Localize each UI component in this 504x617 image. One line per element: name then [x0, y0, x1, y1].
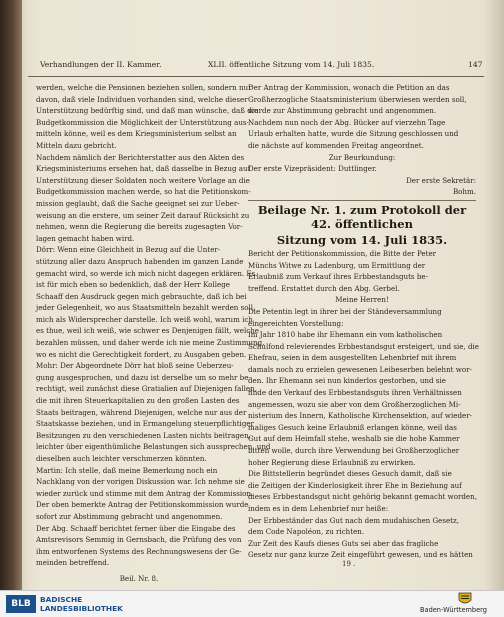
header-rule	[28, 76, 484, 77]
header-center: XLII. öffentliche Sitzung vom 14. Juli 1835.	[208, 60, 375, 69]
text-line: Nachdem nun noch der Abg. Bücker auf vierzehn Tage	[248, 117, 446, 127]
text-line: Der Abg. Schaaff berichtet ferner über die Eingabe des	[36, 523, 236, 533]
text-line: finde den Verkauf des Erbbestandsguts ihren Verhältnissen	[248, 388, 462, 398]
text-line: Großherzogliche Staatsministerium überwiesen werden soll,	[248, 94, 467, 104]
text-line: Budgetkommission machen werde, so hat die Petitionskom-	[36, 187, 251, 197]
text-line: Der Erbbeständer das Gut nach dem mudahischen Gesetz,	[248, 515, 460, 525]
text-line: Amtsrevisors Semmig in Gernsbach, die Prüfung des von	[36, 535, 242, 545]
salutation: Meine Herren!	[335, 295, 389, 305]
text-line: ihm entworfenen Systems des Rechnungswesens der Ge-	[36, 546, 242, 556]
text-line: Die Bittstellerin begründet dieses Gesuch damit, daß sie	[248, 469, 452, 479]
text-line: leichter über eigenthümliche Belastungen sich aussprechen, und	[36, 442, 271, 452]
text-line: wo es nicht die Gerechtigkeit fordert, zu Ausgaben geben.	[36, 349, 247, 359]
text-line: Schulfond relevierendes Erbbestandsgut ersteigert, und sie, die	[248, 341, 479, 351]
text-line: Zur Zeit des Kaufs dieses Guts sei aber das fragliche	[248, 538, 439, 548]
text-line: Staats beitragen, während Diejenigen, welche nur aus der	[36, 407, 247, 417]
text-line: Besitzungen zu den verschiedenen Lasten nichts beitragen,	[36, 430, 251, 440]
baden-wuerttemberg-label: Baden-Württemberg	[420, 606, 487, 614]
header-left: Verhandlungen der II. Kammer.	[40, 60, 162, 69]
text-line: damals noch zu erzielen gewesenen Leibeserben belehnt wor-	[248, 364, 472, 374]
left-column	[36, 82, 271, 585]
running-header	[22, 60, 492, 74]
text-line: ist für mich eben so bedenklich, daß der Herr Kollege	[36, 280, 230, 290]
text-line: mission geglaubt, daß die Sache geeignet sei zur Ueber-	[36, 198, 240, 208]
text-line: Nachdem nämlich der Berichterstatter aus den Akten des	[36, 152, 245, 162]
blb-line-2: LANDESBIBLIOTHEK	[40, 604, 123, 613]
text-line: stützung aller dazu Anspruch habenden im ganzen Lande	[36, 256, 244, 266]
text-line: Kriegsministeriums ersehen hat, daß dasselbe in Bezug auf	[36, 164, 251, 174]
text-line: maliges Gesuch keine Erlaubniß erlangen könne, weil das	[248, 422, 457, 432]
text-line: Der oben bemerkte Antrag der Petitionskommission wurde	[36, 500, 249, 510]
text-line: lagen gemacht haben wird.	[36, 233, 135, 243]
document-page	[22, 0, 492, 590]
header-page-number: 147	[468, 60, 483, 69]
report-heading	[248, 248, 476, 294]
blb-logo[interactable]: BLB	[6, 595, 36, 613]
text-line: Staatskasse beziehen, und in Ermangelung steuerpflichtiger	[36, 419, 254, 429]
text-line: angemessen, wozu sie aber von dem Großherzoglichen Mi-	[248, 399, 461, 409]
book-spine	[0, 0, 22, 590]
text-line: meinden betreffend.	[36, 558, 110, 568]
text-line: Martin: Ich stelle, daß meine Bemerkung noch ein	[36, 465, 218, 475]
attest-line: Zur Beurkundung:	[328, 152, 396, 162]
text-line: Urlaub erhalten hatte, wurde die Sitzung geschlossen und	[248, 129, 459, 139]
text-line: Unterstützung bedürftig sind, und daß man wünsche, daß die	[36, 106, 259, 116]
section-divider	[248, 200, 476, 201]
text-line: bitten wolle, durch ihre Verwendung bei Großherzoglicher	[248, 446, 460, 456]
text-line: gung ausgesprochen, und dazu ist derselbe um so mehr be-	[36, 372, 251, 382]
text-line: mich als Widersprecher darstelle. Ich weiß wohl, warum ich	[36, 314, 253, 324]
text-line: dieselben auch leichter verschmerzen könnten.	[36, 454, 207, 463]
text-line: jeder Gelegenheit, wo aus Staatsmitteln bezahlt werden soll,	[36, 303, 256, 313]
text-line: Erlaubniß zum Verkauf ihres Erbbestandsguts be-	[248, 272, 428, 282]
right-column	[248, 82, 479, 561]
text-line: es thue, weil ich weiß, wie schwer es Denjenigen fällt, welche	[36, 326, 259, 336]
text-line: Im Jahr 1810 habe ihr Ehemann ein vom katholischen	[248, 330, 443, 340]
text-line: Mohr: Der Abgeordnete Dörr hat bloß seine Ueberzeu-	[36, 361, 234, 371]
blb-library-name[interactable]	[40, 595, 123, 613]
text-line: sofort zur Abstimmung gebracht und angenommen.	[36, 511, 223, 521]
text-line: Ehefrau, seien in dem ausgestellten Lehenbrief mit ihrem	[248, 353, 457, 363]
secretary-label: Der erste Sekretär:	[406, 175, 476, 185]
text-line: treffend. Erstattet durch den Abg. Gerbel.	[248, 283, 400, 293]
text-line: Gut auf dem Heimfall stehe, weshalb sie die hohe Kammer	[248, 434, 460, 444]
right-column-top	[248, 82, 476, 152]
text-line: nisterium des Innern, Katholische Kirchensektion, auf wieder-	[248, 411, 472, 421]
viewer-footer	[0, 590, 504, 617]
text-line: Budgetkommission die Möglichkeit der Unterstützung aus-	[36, 117, 249, 127]
text-line: mitteln könne, weil es dem Kriegsministerium selbst an	[36, 129, 237, 139]
left-signature: Beil. Nr. 8.	[119, 573, 159, 583]
text-line: eingereichten Vorstellung:	[248, 318, 344, 328]
text-line: werden, welche die Pensionen beziehen sollen, sondern nur	[36, 83, 252, 92]
text-line: den. Ihr Ehemann sei nun kinderlos gestorben, und sie	[248, 376, 446, 386]
text-line: wieder zurück und stimme mit dem Antrag der Kommission.	[36, 488, 254, 498]
text-line: dieses Erbbestandsgut nicht gehörig bekannt gemacht worden,	[248, 492, 477, 502]
president-line: Der erste Vizepräsident: Duttlinger.	[248, 164, 377, 174]
supplement-title-line-2: Sitzung vom 14. Juli 1835.	[276, 232, 448, 247]
text-line: dem Code Napoléon, zu richten.	[248, 527, 365, 537]
text-line: Gesetz nur ganz kurze Zeit eingeführt gewesen, und es hätten	[248, 550, 473, 560]
text-line: indem es in dem Lehenbrief nur heiße:	[248, 504, 389, 513]
baden-wuerttemberg-crest-icon	[456, 592, 474, 606]
text-line: Der Antrag der Kommission, wonach die Petition an das	[248, 83, 450, 92]
text-line: rechtigt, weil zunächst diese Gratialien auf Diejenigen fallen,	[36, 384, 257, 394]
report-body	[248, 306, 479, 561]
text-line: Schaaff den Ausdruck gegen mich gebrauchte, daß ich bei	[36, 291, 247, 301]
signature-number: 19 .	[342, 560, 356, 568]
text-line: Die Petentin legt in ihrer bei der Ständeversammlung	[248, 306, 442, 316]
text-line: nehmen, wenn die Regierung die bereits zugesagten Vor-	[36, 222, 243, 232]
text-line: die Zeitigen der Kinderlosigkeit ihrer Ehe in Beziehung auf	[248, 480, 462, 490]
text-line: die mit ihren Steuerkapitalien zu den großen Lasten des	[36, 396, 240, 406]
secretary-name: Bohm.	[452, 187, 476, 197]
text-line: Bericht der Petitionskommission, die Bitte der Peter	[248, 248, 437, 258]
blb-line-1: BADISCHE	[40, 595, 83, 604]
text-line: wurde zur Abstimmung gebracht und angenommen.	[248, 106, 437, 116]
text-line: Dörr: Wenn eine Gleichheit in Bezug auf die Unter-	[36, 245, 221, 255]
text-line: bezahlen müssen, und daher werde ich nie meine Zustimmung,	[36, 338, 265, 348]
text-line: Unterstützung dieser Soldaten noch weitere Vorlage an die	[36, 175, 250, 185]
text-line: davon, daß viele Individuen vorhanden sind, welche dieser	[36, 94, 248, 104]
text-line: hoher Regierung diese Erlaubniß zu erwirken.	[248, 457, 416, 467]
text-line: die nächste auf kommenden Freitag angeordnet.	[248, 140, 424, 150]
supplement-title-line-1: Beilage Nr. 1. zum Protokoll der 42. öffentlichen	[257, 202, 467, 231]
text-line: weisung an die erstere, um seiner Zeit darauf Rücksicht zu	[36, 210, 250, 220]
text-line: Münchs Witwe zu Ladenburg, um Ermittlung der	[248, 260, 426, 270]
text-line: gemacht wird, so werde ich mich nicht dagegen erklären. Es	[36, 268, 256, 278]
text-line: Mitteln dazu gebricht.	[36, 140, 117, 150]
text-line: Nachklang von der vorigen Diskussion war. Ich nehme sie	[36, 477, 245, 487]
